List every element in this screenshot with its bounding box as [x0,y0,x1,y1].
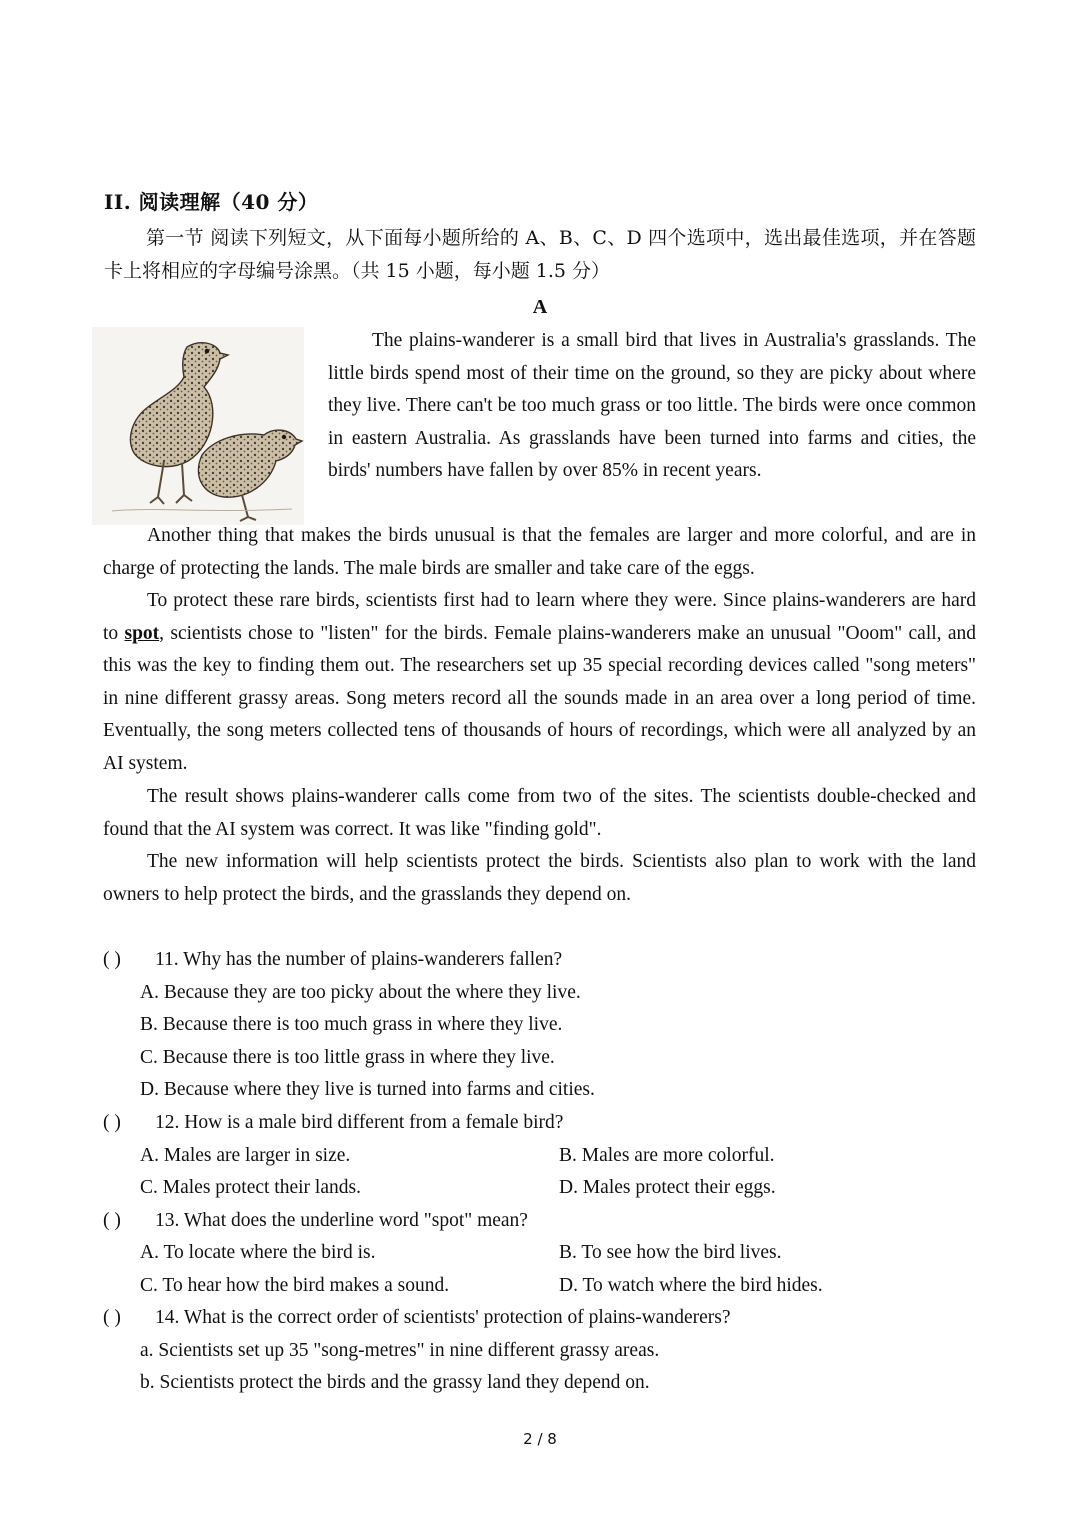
q13-option-d: D. To watch where the bird hides. [559,1275,823,1296]
answer-blank-13[interactable]: ( ) [103,1210,121,1231]
passage-paragraph-4: The result shows plains-wanderer calls come from two of the sites. The scientists double-checked and found that the AI system was correct. It was like "finding gold". [103,786,976,840]
q13-option-b: B. To see how the bird lives. [559,1242,782,1263]
underlined-word-spot: spot [124,622,160,644]
q11-option-c: C. Because there is too little grass in where they live. [140,1047,555,1068]
q14-step-a: a. Scientists set up 35 "song-metres" in nine different grassy areas. [140,1340,660,1361]
question-13-stem: 13. What does the underline word "spot" mean? [155,1210,528,1231]
q11-option-b: B. Because there is too much grass in where they live. [140,1014,563,1035]
q13-option-c: C. To hear how the bird makes a sound. [140,1275,450,1296]
passage-letter: A [532,296,548,318]
answer-blank-14[interactable]: ( ) [103,1307,121,1328]
passage-paragraph-1: The plains-wanderer is a small bird that lives in Australia's grasslands. The little birds spend most of their time on the ground, so they are picky about where they live. There can't be too much grass or too little. The birds were once common in eastern Australia. As grasslands have been turned into farms and cities, the birds' numbers have fallen by over 85% in recent years. [328,330,976,482]
q11-option-a: A. Because they are too picky about the where they live. [140,982,581,1003]
q12-option-c: C. Males protect their lands. [140,1177,361,1198]
page-number: 2 / 8 [523,1430,557,1448]
passage-paragraph-5: The new information will help scientists protect the birds. Scientists also plan to work with the land owners to help protect the birds, and the grasslands they depend on. [103,851,976,905]
question-12-stem: 12. How is a male bird different from a female bird? [155,1112,564,1133]
q13-option-a: A. To locate where the bird is. [140,1242,376,1263]
paragraph-3-part-1: To protect these rare birds, scientists first had to learn where they were. Since plains-wanderers are hard to [103,590,976,644]
answer-blank-12[interactable]: ( ) [103,1112,121,1133]
q12-option-d: D. Males protect their eggs. [559,1177,776,1198]
passage-paragraph-2: Another thing that makes the birds unusual is that the females are larger and more colorful, and are in charge of protecting the lands. The male birds are smaller and take care of the eggs. [103,525,976,579]
section-title: II. 阅读理解（40 分） [104,190,319,214]
question-11-stem: 11. Why has the number of plains-wanderers fallen? [155,949,563,970]
q14-step-b: b. Scientists protect the birds and the grassy land they depend on. [140,1372,650,1393]
q12-option-a: A. Males are larger in size. [140,1145,351,1166]
q12-option-b: B. Males are more colorful. [559,1145,775,1166]
question-14-stem: 14. What is the correct order of scientists' protection of plains-wanderers? [155,1307,731,1328]
answer-blank-11[interactable]: ( ) [103,949,121,970]
plains-wanderer-illustration [92,327,304,525]
section-instructions: 第一节 阅读下列短文，从下面每小题所给的 A、B、C、D 四个选项中，选出最佳选项，并在答题卡上将相应的字母编号涂黑。（共 15 小题，每小题 1.5 分） [104,227,976,282]
q11-option-d: D. Because where they live is turned into farms and cities. [140,1079,595,1100]
passage-paragraph-3 [103,585,976,781]
paragraph-3-part-2: , scientists chose to "listen" for the birds. Female plains-wanderers make an unusual "Ooom" call, and this was the key to finding them out. The researchers set up 35 special recording devices called "song meters" in nine different grassy areas. Song meters record all the sounds made in an area over a long period of time. Eventually, the song meters collected tens of thousands of hours of recordings, which were all analyzed by an AI system. [103,622,976,774]
